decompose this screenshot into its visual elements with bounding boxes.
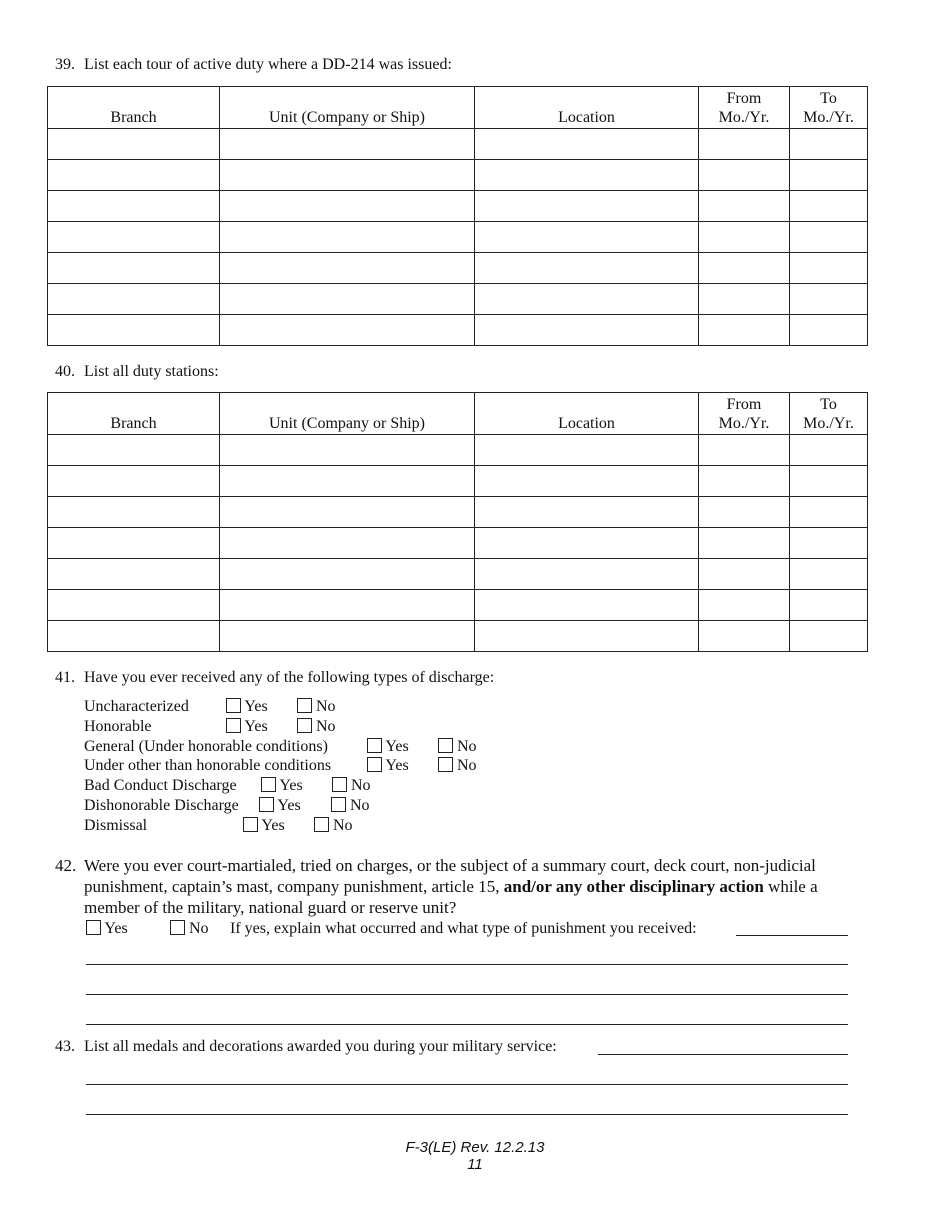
q42-no-checkbox[interactable] xyxy=(170,920,185,935)
table-cell-input[interactable] xyxy=(220,222,475,253)
discharge-label: Dishonorable Discharge xyxy=(84,797,239,814)
table-cell-input[interactable] xyxy=(790,497,868,528)
table-cell-input[interactable] xyxy=(48,559,220,590)
table-cell-input[interactable] xyxy=(48,222,220,253)
table-cell-input[interactable] xyxy=(790,621,868,652)
table-cell-input[interactable] xyxy=(790,528,868,559)
medals-answer-line[interactable] xyxy=(86,1084,848,1085)
table-cell-input[interactable] xyxy=(699,129,790,160)
table-cell-input[interactable] xyxy=(220,590,475,621)
yes-checkbox[interactable] xyxy=(226,718,241,733)
table-cell-input[interactable] xyxy=(699,497,790,528)
column-header-text: Unit (Company or Ship) xyxy=(269,415,425,432)
table-cell-input[interactable] xyxy=(48,129,220,160)
table-cell-input[interactable] xyxy=(220,497,475,528)
table-cell-input[interactable] xyxy=(475,284,699,315)
table-cell-input[interactable] xyxy=(475,129,699,160)
no-label: No xyxy=(351,777,371,794)
no-checkbox[interactable] xyxy=(314,817,329,832)
table-cell-input[interactable] xyxy=(48,284,220,315)
no-checkbox[interactable] xyxy=(438,738,453,753)
question-number: 41. xyxy=(55,669,75,686)
column-header-text: Mo./Yr. xyxy=(718,415,770,432)
table-row xyxy=(48,129,868,160)
table-cell-input[interactable] xyxy=(475,466,699,497)
question-text: List each tour of active duty where a DD-214 was issued: xyxy=(84,56,452,73)
table-header-row xyxy=(48,393,868,435)
yes-checkbox[interactable] xyxy=(367,738,382,753)
table-cell-input[interactable] xyxy=(790,253,868,284)
medals-answer-line[interactable] xyxy=(86,1114,848,1115)
q42-yes-checkbox[interactable] xyxy=(86,920,101,935)
table-row xyxy=(48,497,868,528)
yes-checkbox[interactable] xyxy=(259,797,274,812)
yes-checkbox[interactable] xyxy=(261,777,276,792)
yes-checkbox[interactable] xyxy=(243,817,258,832)
question-text: List all duty stations: xyxy=(84,363,219,380)
question-42 xyxy=(55,855,855,918)
table-cell-input[interactable] xyxy=(220,284,475,315)
explain-prompt: If yes, explain what occurred and what type of punishment you received: xyxy=(230,920,697,937)
table-row xyxy=(48,315,868,346)
table-cell-input[interactable] xyxy=(475,222,699,253)
table-cell-input[interactable] xyxy=(48,497,220,528)
table-cell-input[interactable] xyxy=(699,191,790,222)
yes-label: Yes xyxy=(244,698,268,715)
column-header-text: From xyxy=(726,396,762,413)
table-cell-input[interactable] xyxy=(699,466,790,497)
table-cell-input[interactable] xyxy=(475,253,699,284)
table-cell-input[interactable] xyxy=(220,621,475,652)
column-header xyxy=(48,87,220,129)
table-row xyxy=(48,284,868,315)
table-cell-input[interactable] xyxy=(699,621,790,652)
yes-label: Yes xyxy=(104,920,128,937)
table-cell-input[interactable] xyxy=(790,222,868,253)
table-cell-input[interactable] xyxy=(48,315,220,346)
table-cell-input[interactable] xyxy=(220,129,475,160)
no-label: No xyxy=(457,757,477,774)
yes-label: Yes xyxy=(261,817,285,834)
no-checkbox[interactable] xyxy=(438,757,453,772)
column-header xyxy=(790,393,868,435)
no-label: No xyxy=(189,920,209,937)
question-number: 43. xyxy=(55,1038,75,1055)
table-row xyxy=(48,528,868,559)
table-cell-input[interactable] xyxy=(699,590,790,621)
yes-label: Yes xyxy=(244,718,268,735)
table-cell-input[interactable] xyxy=(790,191,868,222)
column-header xyxy=(475,87,699,129)
table-cell-input[interactable] xyxy=(220,528,475,559)
question-text-bold: and/or any other disciplinary action xyxy=(503,877,764,896)
column-header-text: Mo./Yr. xyxy=(803,109,854,126)
yes-label: Yes xyxy=(279,777,303,794)
column-header-text: To xyxy=(820,396,837,413)
table-cell-input[interactable] xyxy=(220,559,475,590)
table-cell-input[interactable] xyxy=(48,160,220,191)
table-cell-input[interactable] xyxy=(699,528,790,559)
discharge-label: Honorable xyxy=(84,718,152,735)
column-header-text: To xyxy=(820,90,837,107)
table-row xyxy=(48,590,868,621)
question-40 xyxy=(55,363,219,381)
question-text: Have you ever received any of the following types of discharge: xyxy=(84,669,495,686)
column-header xyxy=(220,393,475,435)
table-cell-input[interactable] xyxy=(475,590,699,621)
column-header-text: Branch xyxy=(110,109,157,126)
column-header-text: Location xyxy=(558,415,615,432)
question-number: 40. xyxy=(55,363,75,380)
table-row xyxy=(48,621,868,652)
yes-checkbox[interactable] xyxy=(226,698,241,713)
column-header-text: Mo./Yr. xyxy=(803,415,854,432)
page-number: 11 xyxy=(467,1156,483,1173)
table-cell-input[interactable] xyxy=(48,528,220,559)
question-text: List all medals and decorations awarded you during your military service: xyxy=(84,1038,557,1055)
table-cell-input[interactable] xyxy=(475,559,699,590)
table-cell-input[interactable] xyxy=(699,435,790,466)
discharge-label: Dismissal xyxy=(84,817,148,834)
discharge-label: General (Under honorable conditions) xyxy=(84,738,328,755)
table-row xyxy=(48,160,868,191)
table-row xyxy=(48,435,868,466)
table-cell-input[interactable] xyxy=(790,466,868,497)
column-header-text: Location xyxy=(558,109,615,126)
table-cell-input[interactable] xyxy=(475,191,699,222)
table-cell-input[interactable] xyxy=(48,466,220,497)
table-cell-input[interactable] xyxy=(220,435,475,466)
table-row xyxy=(48,222,868,253)
dd214-tours-table xyxy=(47,86,868,346)
question-text-continued: while a member of the military, national guard or reserve unit? xyxy=(84,877,818,917)
table-cell-input[interactable] xyxy=(699,315,790,346)
table-cell-input[interactable] xyxy=(699,253,790,284)
table-cell-input[interactable] xyxy=(475,315,699,346)
no-label: No xyxy=(350,797,370,814)
table-cell-input[interactable] xyxy=(48,621,220,652)
explain-answer-line[interactable] xyxy=(86,964,848,965)
medals-answer-line[interactable] xyxy=(598,1054,848,1055)
explain-answer-line[interactable] xyxy=(86,994,848,995)
table-cell-input[interactable] xyxy=(790,435,868,466)
question-text: Were you ever court-martialed, tried on charges, or the subject of a summary court, deck court, non-judicial punishment, captain’s mast, company punishment, article 15, xyxy=(84,856,816,896)
table-cell-input[interactable] xyxy=(790,315,868,346)
discharge-label: Bad Conduct Discharge xyxy=(84,777,237,794)
table-cell-input[interactable] xyxy=(48,590,220,621)
no-label: No xyxy=(316,698,336,715)
yes-label: Yes xyxy=(277,797,301,814)
table-cell-input[interactable] xyxy=(475,528,699,559)
table-cell-input[interactable] xyxy=(475,621,699,652)
table-cell-input[interactable] xyxy=(475,435,699,466)
question-41 xyxy=(55,669,494,687)
explain-answer-line[interactable] xyxy=(736,935,848,936)
table-cell-input[interactable] xyxy=(699,559,790,590)
form-id: F-3(LE) Rev. 12.2.13 xyxy=(405,1139,545,1156)
yes-label: Yes xyxy=(385,757,409,774)
table-header-row xyxy=(48,87,868,129)
no-checkbox[interactable] xyxy=(297,718,312,733)
column-header-text: Mo./Yr. xyxy=(718,109,770,126)
table-cell-input[interactable] xyxy=(790,284,868,315)
question-43 xyxy=(55,1038,557,1056)
column-header xyxy=(475,393,699,435)
no-checkbox[interactable] xyxy=(332,777,347,792)
table-cell-input[interactable] xyxy=(220,160,475,191)
column-header xyxy=(48,393,220,435)
column-header xyxy=(790,87,868,129)
table-cell-input[interactable] xyxy=(220,315,475,346)
explain-answer-line[interactable] xyxy=(86,1024,848,1025)
table-cell-input[interactable] xyxy=(790,160,868,191)
column-header-text: Branch xyxy=(110,415,157,432)
duty-stations-table xyxy=(47,392,868,652)
table-cell-input[interactable] xyxy=(699,222,790,253)
discharge-label: Uncharacterized xyxy=(84,698,189,715)
yes-label: Yes xyxy=(385,738,409,755)
yes-checkbox[interactable] xyxy=(367,757,382,772)
column-header xyxy=(220,87,475,129)
no-label: No xyxy=(333,817,353,834)
question-39 xyxy=(55,56,452,74)
table-cell-input[interactable] xyxy=(475,497,699,528)
table-row xyxy=(48,466,868,497)
table-row xyxy=(48,559,868,590)
table-cell-input[interactable] xyxy=(220,191,475,222)
table-row xyxy=(48,191,868,222)
table-cell-input[interactable] xyxy=(699,160,790,191)
table-row xyxy=(48,253,868,284)
table-cell-input[interactable] xyxy=(790,590,868,621)
discharge-label: Under other than honorable conditions xyxy=(84,757,332,774)
table-cell-input[interactable] xyxy=(475,160,699,191)
column-header-text: From xyxy=(726,90,762,107)
table-cell-input[interactable] xyxy=(48,253,220,284)
table-cell-input[interactable] xyxy=(790,559,868,590)
question-number: 39. xyxy=(55,56,75,73)
table-cell-input[interactable] xyxy=(220,253,475,284)
table-cell-input[interactable] xyxy=(790,129,868,160)
column-header-text: Unit (Company or Ship) xyxy=(269,109,425,126)
no-label: No xyxy=(316,718,336,735)
table-cell-input[interactable] xyxy=(220,466,475,497)
no-checkbox[interactable] xyxy=(331,797,346,812)
column-header xyxy=(699,393,790,435)
column-header xyxy=(699,87,790,129)
table-cell-input[interactable] xyxy=(48,191,220,222)
table-cell-input[interactable] xyxy=(699,284,790,315)
no-label: No xyxy=(457,738,477,755)
table-cell-input[interactable] xyxy=(48,435,220,466)
no-checkbox[interactable] xyxy=(297,698,312,713)
question-number: 42. xyxy=(55,856,77,875)
